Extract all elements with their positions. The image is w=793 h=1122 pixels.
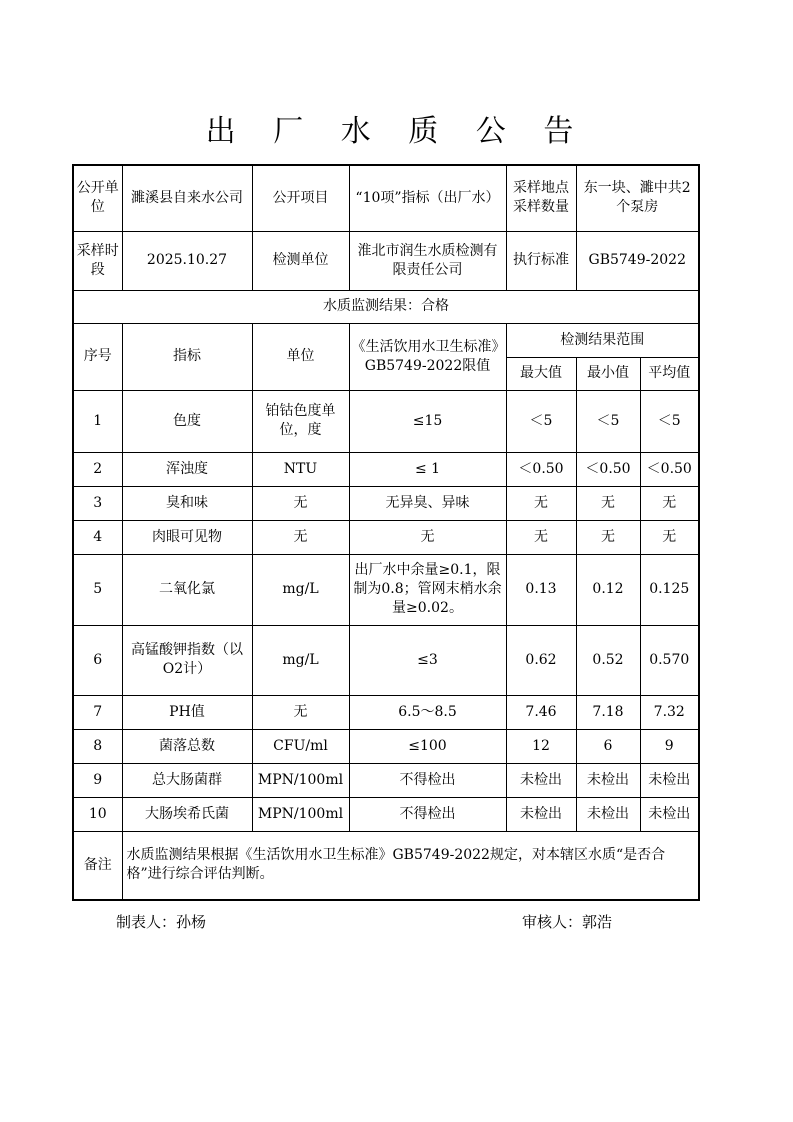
header-limit <box>349 323 506 390</box>
row-unit: 无 <box>252 695 349 729</box>
row-max: 0.13 <box>506 554 576 625</box>
row-index: 8 <box>73 729 122 763</box>
preparer-signature: 制表人：孙杨 <box>116 913 207 931</box>
row-unit: 无 <box>252 486 349 520</box>
row-avg: 9 <box>640 729 699 763</box>
row-indicator: PH值 <box>122 695 252 729</box>
row-unit: 铂钴色度单位，度 <box>252 390 349 452</box>
row-limit: 不得检出 <box>349 763 506 797</box>
row-min: ＜5 <box>576 390 640 452</box>
unit-value: 濉溪县自来水公司 <box>122 165 252 231</box>
row-max: 未检出 <box>506 797 576 831</box>
row-limit: 不得检出 <box>349 797 506 831</box>
row-index: 5 <box>73 554 122 625</box>
page-title: 出 厂 水 质 公 告 <box>205 114 588 149</box>
row-max: 无 <box>506 520 576 554</box>
row-limit: ≤15 <box>349 390 506 452</box>
row-indicator: 大肠埃希氏菌 <box>122 797 252 831</box>
note-row <box>73 831 699 900</box>
site-value: 东一块、濉中共2个泵房 <box>576 165 699 231</box>
header-row-1 <box>73 323 699 357</box>
row-indicator: 浑浊度 <box>122 452 252 486</box>
result-summary-row <box>73 290 699 323</box>
period-value: 2025.10.27 <box>122 231 252 290</box>
row-indicator: 总大肠菌群 <box>122 763 252 797</box>
header-indicator: 指标 <box>122 323 252 390</box>
row-max: 未检出 <box>506 763 576 797</box>
table-row <box>73 695 699 729</box>
row-avg: 未检出 <box>640 763 699 797</box>
table-row <box>73 763 699 797</box>
info-row-1 <box>73 165 699 231</box>
site-label: 采样地点采样数量 <box>506 165 576 231</box>
lab-label: 检测单位 <box>252 231 349 290</box>
table-row <box>73 797 699 831</box>
row-min: 0.52 <box>576 625 640 695</box>
row-limit: ≤100 <box>349 729 506 763</box>
row-avg: ＜5 <box>640 390 699 452</box>
row-limit: ≤ 1 <box>349 452 506 486</box>
item-label: 公开项目 <box>252 165 349 231</box>
row-min: ＜0.50 <box>576 452 640 486</box>
header-max: 最大值 <box>506 357 576 390</box>
info-row-2 <box>73 231 699 290</box>
row-min: 无 <box>576 520 640 554</box>
row-max: 无 <box>506 486 576 520</box>
row-min: 6 <box>576 729 640 763</box>
row-index: 4 <box>73 520 122 554</box>
row-avg: 7.32 <box>640 695 699 729</box>
row-index: 9 <box>73 763 122 797</box>
note-label: 备注 <box>73 831 122 900</box>
row-limit: 无异臭、异味 <box>349 486 506 520</box>
row-min: 0.12 <box>576 554 640 625</box>
row-avg: 未检出 <box>640 797 699 831</box>
result-summary: 水质监测结果：合格 <box>73 290 699 323</box>
row-limit: 出厂水中余量≥0.1，限制为0.8；管网末梢水余量≥0.02。 <box>349 554 506 625</box>
note-text: 水质监测结果根据《生活饮用水卫生标准》GB5749-2022规定，对本辖区水质“是否合格”进行综合评估判断。 <box>122 831 699 900</box>
table-row <box>73 625 699 695</box>
row-min: 无 <box>576 486 640 520</box>
row-avg: 无 <box>640 520 699 554</box>
table-row <box>73 452 699 486</box>
header-avg: 平均值 <box>640 357 699 390</box>
row-unit: MPN/100ml <box>252 763 349 797</box>
table-row <box>73 520 699 554</box>
row-index: 1 <box>73 390 122 452</box>
reviewer-signature: 审核人：郭浩 <box>522 913 613 931</box>
lab-value: 淮北市润生水质检测有限责任公司 <box>349 231 506 290</box>
row-max: 7.46 <box>506 695 576 729</box>
row-limit: 6.5～8.5 <box>349 695 506 729</box>
table-row <box>73 554 699 625</box>
row-unit: mg/L <box>252 554 349 625</box>
std-label: 执行标准 <box>506 231 576 290</box>
row-indicator: 臭和味 <box>122 486 252 520</box>
header-limit-line2: GB5749-2022限值 <box>364 357 491 374</box>
row-min: 未检出 <box>576 797 640 831</box>
row-avg: ＜0.50 <box>640 452 699 486</box>
item-value: “10项”指标（出厂水） <box>349 165 506 231</box>
row-index: 7 <box>73 695 122 729</box>
row-min: 未检出 <box>576 763 640 797</box>
row-min: 7.18 <box>576 695 640 729</box>
row-limit: ≤3 <box>349 625 506 695</box>
row-indicator: 高锰酸钾指数（以O2计） <box>122 625 252 695</box>
header-unit: 单位 <box>252 323 349 390</box>
header-limit-line1: 《生活饮用水卫生标准》 <box>351 338 506 355</box>
row-avg: 0.570 <box>640 625 699 695</box>
table-row <box>73 486 699 520</box>
row-max: 0.62 <box>506 625 576 695</box>
row-limit: 无 <box>349 520 506 554</box>
row-unit: NTU <box>252 452 349 486</box>
row-unit: CFU/ml <box>252 729 349 763</box>
row-indicator: 肉眼可见物 <box>122 520 252 554</box>
row-unit: 无 <box>252 520 349 554</box>
table-row <box>73 729 699 763</box>
row-indicator: 菌落总数 <box>122 729 252 763</box>
header-min: 最小值 <box>576 357 640 390</box>
row-avg: 无 <box>640 486 699 520</box>
period-label: 采样时段 <box>73 231 122 290</box>
table-row <box>73 390 699 452</box>
row-max: ＜0.50 <box>506 452 576 486</box>
unit-label: 公开单位 <box>73 165 122 231</box>
row-max: 12 <box>506 729 576 763</box>
header-index: 序号 <box>73 323 122 390</box>
row-index: 3 <box>73 486 122 520</box>
row-unit: MPN/100ml <box>252 797 349 831</box>
row-index: 2 <box>73 452 122 486</box>
row-avg: 0.125 <box>640 554 699 625</box>
header-range: 检测结果范围 <box>506 323 699 357</box>
std-value: GB5749-2022 <box>576 231 699 290</box>
row-index: 6 <box>73 625 122 695</box>
row-index: 10 <box>73 797 122 831</box>
row-indicator: 二氧化氯 <box>122 554 252 625</box>
row-max: ＜5 <box>506 390 576 452</box>
row-unit: mg/L <box>252 625 349 695</box>
water-quality-table <box>72 164 700 901</box>
row-indicator: 色度 <box>122 390 252 452</box>
